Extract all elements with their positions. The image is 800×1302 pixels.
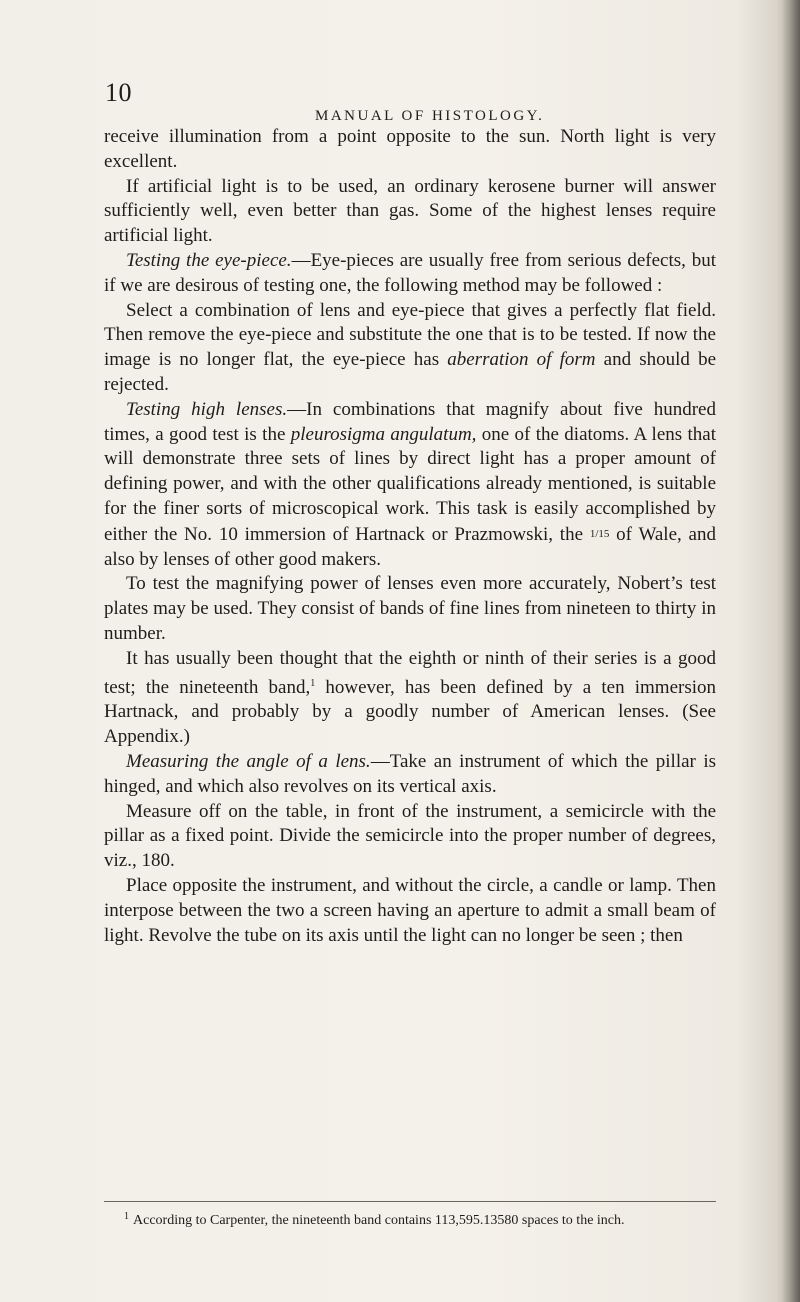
page-edge-shadow [782,0,800,1302]
section-lead-measuring-angle: Measuring the angle of a lens. [126,750,371,772]
running-head: MANUAL OF HISTOLOGY. [315,108,545,124]
paragraph-artificial-light: If artificial light is to be used, an ordinary kerosene burner will answer sufficiently well, even better than gas. Some of the highest lenses require artificial light. [104,175,716,247]
body-text [104,125,716,948]
page-header [105,78,715,124]
paragraph-testing-eye-piece: Testing the eye-piece.—Eye-pieces are usually free from serious defects, but if we are desirous of testing one, the following method may be followed : [104,249,716,296]
footnote-reference: 1 [310,677,316,689]
paragraph-semicircle: Measure off on the table, in front of the instrument, a semicircle with the pillar as a fixed point. Divide the semicircle into the proper number of degrees, viz., 180. [104,800,716,872]
paragraph-candle-lamp: Place opposite the instrument, and without the circle, a candle or lamp. Then interpose between the two a screen having an aperture to admit a small beam of light. Revolve the tube on its axis until the light can no longer be seen ; then [104,874,716,946]
section-lead-testing-eye-piece: Testing the eye-piece. [126,249,292,271]
footnote [104,1206,716,1232]
footnote-text: According to Carpenter, the nineteenth band contains 113,595.13580 spaces to the inch. [133,1213,625,1228]
paragraph-eighth-or-ninth: It has usually been thought that the eighth or ninth of their series is a good test; the nineteenth band,$^1$ however, has been defined by a ten immersion Hartnack, and probably by a goodly number of American lenses. (See Appendix.) [104,647,717,748]
footnote-mark: 1 [124,1211,129,1222]
paragraph-testing-high-lenses: Testing high lenses.—In combinations that magnify about five hundred times, a good test is the pleurosigma angulatum, one of the diatoms. A lens that will demonstrate three sets of lines by direct light has a proper amount of defining power, and with the other qualifications already mentioned, is suitable for the finer sorts of microscopical work. This task is easily accomplished by either the No. 10 immersion of Hartnack or Prazmowski, the 1/15 of Wale, and also by lenses of other good makers. [104,398,716,570]
fraction: 1/15 [589,527,610,540]
paragraph-select-combination: Select a combination of lens and eye-piece that gives a perfectly flat field. Then remove the eye-piece and substitute the one that is to be tested. If now the image is no longer flat, the eye-piece has aberration of form and should be rejected. [104,299,717,395]
section-lead-testing-high-lenses: Testing high lenses. [126,398,288,420]
page-number: 10 [105,78,132,107]
paragraph-measuring-angle: Measuring the angle of a lens.—Take an instrument of which the pillar is hinged, and which also revolves on its vertical axis. [104,750,716,797]
footnote-rule [104,1201,716,1202]
paragraph-nobert-test-plates: To test the magnifying power of lenses even more accurately, Nobert’s test plates may be used. They consist of bands of fine lines from nineteen to thirty in number. [104,573,716,644]
paragraph-north-light: receive illumination from a point opposite to the sun. North light is very excellent. [104,126,716,172]
